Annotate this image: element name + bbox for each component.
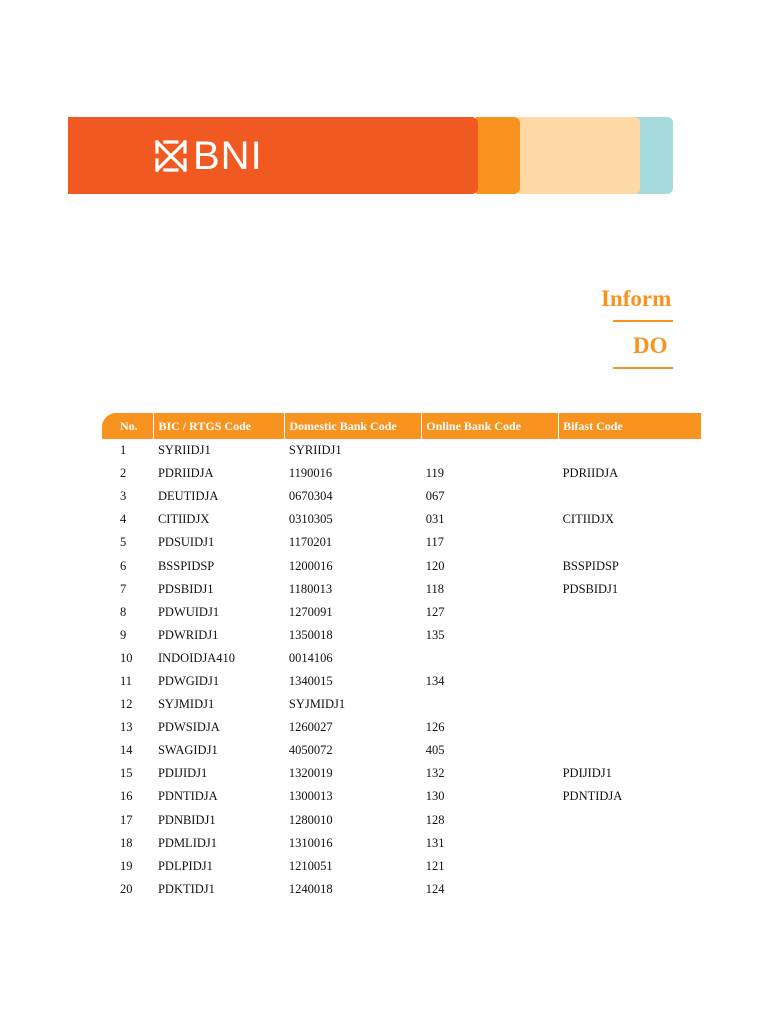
table-row: [102, 693, 702, 716]
cell-bic-rtgs-code: PDSBIDJ1: [157, 581, 214, 596]
table-row: [102, 624, 702, 647]
cell-domestic-bank-code: 0670304: [288, 489, 333, 504]
cell-online-bank-code: 124: [425, 881, 445, 896]
cell-bic-rtgs-code: PDSUIDJ1: [157, 535, 215, 550]
cell-bic-rtgs-code: PDWGIDJ1: [157, 673, 220, 688]
banner-band-amber: [476, 117, 520, 194]
cell-bic-rtgs-code: BSSPIDSP: [157, 558, 215, 573]
cell-bifast-code: [559, 601, 702, 624]
cell-bifast-code: [559, 832, 702, 855]
cell-bifast-code: [559, 739, 702, 762]
cell-online-bank-code: 127: [425, 604, 445, 619]
cell-bifast-code: [559, 624, 702, 647]
cell-domestic-bank-code: 1200016: [288, 558, 333, 573]
bank-code-table-container: [102, 413, 702, 901]
row-gutter: [102, 716, 116, 739]
cell-bic-rtgs-code: PDNTIDJA: [157, 789, 218, 804]
cell-bifast-code: PDRIIDJA: [562, 466, 619, 481]
cell-no: 12: [120, 697, 133, 712]
row-gutter: [102, 439, 116, 462]
cell-bifast-code: [559, 716, 702, 739]
cell-bifast-code: [559, 878, 702, 901]
row-gutter: [102, 578, 116, 601]
cell-domestic-bank-code: 1190016: [288, 466, 333, 481]
table-row: [102, 716, 702, 739]
cell-domestic-bank-code: 1320019: [288, 766, 333, 781]
cell-domestic-bank-code: 1300013: [288, 789, 333, 804]
table-row: [102, 508, 702, 531]
cell-domestic-bank-code: 1270091: [288, 604, 333, 619]
logo-wordmark: BNI: [193, 134, 263, 178]
bank-code-table: [102, 413, 702, 901]
cell-domestic-bank-code: 1210051: [288, 858, 333, 873]
row-gutter: [102, 785, 116, 808]
cell-bifast-code: [559, 647, 702, 670]
cell-bic-rtgs-code: PDKTIDJ1: [157, 881, 215, 896]
banner-band-orange: [68, 117, 478, 194]
row-gutter: [102, 485, 116, 508]
table-row: [102, 462, 702, 485]
cell-bifast-code: CITIIDJX: [562, 512, 614, 527]
table-row: [102, 739, 702, 762]
cell-online-bank-code: [422, 439, 559, 462]
cell-no: 6: [120, 558, 127, 573]
cell-bic-rtgs-code: PDLPIDJ1: [157, 858, 213, 873]
cell-bifast-code: [559, 693, 702, 716]
cell-no: 7: [120, 581, 127, 596]
subtitle-underline: [613, 367, 673, 369]
cell-online-bank-code: 131: [425, 835, 445, 850]
cell-bifast-code: [559, 670, 702, 693]
cell-online-bank-code: 130: [425, 789, 445, 804]
table-row: [102, 485, 702, 508]
row-gutter: [102, 508, 116, 531]
table-row: [102, 578, 702, 601]
cell-bic-rtgs-code: PDMLIDJ1: [157, 835, 218, 850]
cell-domestic-bank-code: 4050072: [288, 743, 333, 758]
row-gutter: [102, 693, 116, 716]
cell-no: 4: [120, 512, 127, 527]
table-row: [102, 762, 702, 785]
row-gutter: [102, 832, 116, 855]
cell-bifast-code: [559, 855, 702, 878]
cell-bic-rtgs-code: DEUTIDJA: [157, 489, 219, 504]
cell-online-bank-code: 117: [425, 535, 445, 550]
row-gutter: [102, 762, 116, 785]
table-row: [102, 601, 702, 624]
cell-online-bank-code: 128: [425, 812, 445, 827]
table-row: [102, 531, 702, 554]
bni-logo: [153, 134, 263, 178]
cell-online-bank-code: 126: [425, 720, 445, 735]
cell-domestic-bank-code: 1170201: [288, 535, 333, 550]
table-row: [102, 878, 702, 901]
cell-bifast-code: PDSBIDJ1: [562, 581, 619, 596]
cell-domestic-bank-code: SYJMIDJ1: [288, 697, 346, 712]
cell-domestic-bank-code: 1180013: [288, 581, 333, 596]
cell-bifast-code: [559, 809, 702, 832]
cell-no: 11: [120, 673, 133, 688]
row-gutter: [102, 531, 116, 554]
row-gutter: [102, 624, 116, 647]
cell-online-bank-code: 134: [425, 673, 445, 688]
header-bic-rtgs-code: BIC / RTGS Code: [154, 413, 285, 439]
row-gutter: [102, 554, 116, 577]
cell-bic-rtgs-code: PDWRIDJ1: [157, 627, 219, 642]
row-gutter: [102, 670, 116, 693]
cell-online-bank-code: 031: [425, 512, 445, 527]
brand-banner: [68, 117, 673, 194]
cell-bic-rtgs-code: PDWSIDJA: [157, 720, 220, 735]
row-gutter: [102, 809, 116, 832]
table-row: [102, 809, 702, 832]
cell-no: 15: [120, 766, 133, 781]
cell-bic-rtgs-code: INDOIDJA410: [157, 650, 236, 665]
cell-no: 16: [120, 789, 133, 804]
cell-bic-rtgs-code: SWAGIDJ1: [157, 743, 218, 758]
cell-domestic-bank-code: 1240018: [288, 881, 333, 896]
cell-online-bank-code: 120: [425, 558, 445, 573]
table-header-row: [102, 413, 702, 439]
cell-domestic-bank-code: 1350018: [288, 627, 333, 642]
cell-bic-rtgs-code: PDIJIDJ1: [157, 766, 208, 781]
cell-domestic-bank-code: SYRIIDJ1: [288, 443, 342, 458]
table-row: [102, 647, 702, 670]
cell-online-bank-code: 132: [425, 766, 445, 781]
cell-online-bank-code: 067: [425, 489, 445, 504]
cell-bic-rtgs-code: PDWUIDJ1: [157, 604, 220, 619]
cell-bic-rtgs-code: PDNBIDJ1: [157, 812, 216, 827]
cell-no: 5: [120, 535, 127, 550]
bni-emblem-icon: [153, 138, 189, 174]
table-row: [102, 439, 702, 462]
cell-no: 1: [120, 443, 127, 458]
header-no: No.: [116, 413, 154, 439]
cell-bifast-code: PDIJIDJ1: [562, 766, 612, 781]
header-online-bank-code: Online Bank Code: [422, 413, 559, 439]
cell-domestic-bank-code: 1340015: [288, 673, 333, 688]
cell-no: 14: [120, 743, 133, 758]
cell-bifast-code: [559, 485, 702, 508]
cell-no: 3: [120, 489, 127, 504]
cell-no: 9: [120, 627, 127, 642]
cell-domestic-bank-code: 1280010: [288, 812, 333, 827]
cell-bic-rtgs-code: SYRIIDJ1: [157, 443, 211, 458]
cell-domestic-bank-code: 1310016: [288, 835, 333, 850]
table-row: [102, 554, 702, 577]
cell-no: 20: [120, 881, 133, 896]
cell-bic-rtgs-code: CITIIDJX: [157, 512, 210, 527]
banner-band-peach: [518, 117, 640, 194]
cell-domestic-bank-code: 0014106: [288, 650, 333, 665]
cell-bifast-code: [559, 531, 702, 554]
header-bifast-code: Bifast Code: [559, 413, 702, 439]
header-tab-corner: [102, 413, 116, 439]
row-gutter: [102, 462, 116, 485]
table-row: [102, 855, 702, 878]
cell-online-bank-code: 405: [425, 743, 445, 758]
row-gutter: [102, 601, 116, 624]
cell-no: 8: [120, 604, 127, 619]
table-row: [102, 670, 702, 693]
cell-online-bank-code: [422, 693, 559, 716]
row-gutter: [102, 855, 116, 878]
cell-no: 18: [120, 835, 133, 850]
cell-online-bank-code: 135: [425, 627, 445, 642]
cell-online-bank-code: 121: [425, 858, 445, 873]
cell-no: 13: [120, 720, 133, 735]
row-gutter: [102, 878, 116, 901]
cell-bic-rtgs-code: SYJMIDJ1: [157, 697, 215, 712]
document-title: Inform: [601, 286, 672, 311]
cell-no: 2: [120, 466, 127, 481]
cell-no: 19: [120, 858, 133, 873]
cell-domestic-bank-code: 1260027: [288, 720, 333, 735]
cell-online-bank-code: [422, 647, 559, 670]
header-domestic-bank-code: Domestic Bank Code: [285, 413, 422, 439]
cell-bifast-code: BSSPIDSP: [562, 558, 619, 573]
cell-bifast-code: PDNTIDJA: [562, 789, 623, 804]
table-body: [102, 439, 702, 901]
cell-no: 10: [120, 650, 133, 665]
cell-bifast-code: [559, 439, 702, 462]
row-gutter: [102, 739, 116, 762]
title-underline: [613, 320, 673, 322]
cell-online-bank-code: 119: [425, 466, 445, 481]
cell-bic-rtgs-code: PDRIIDJA: [157, 466, 214, 481]
cell-domestic-bank-code: 0310305: [288, 512, 333, 527]
cell-online-bank-code: 118: [425, 581, 445, 596]
cell-no: 17: [120, 812, 133, 827]
row-gutter: [102, 647, 116, 670]
table-row: [102, 785, 702, 808]
table-row: [102, 832, 702, 855]
document-subtitle: DO: [633, 333, 668, 358]
